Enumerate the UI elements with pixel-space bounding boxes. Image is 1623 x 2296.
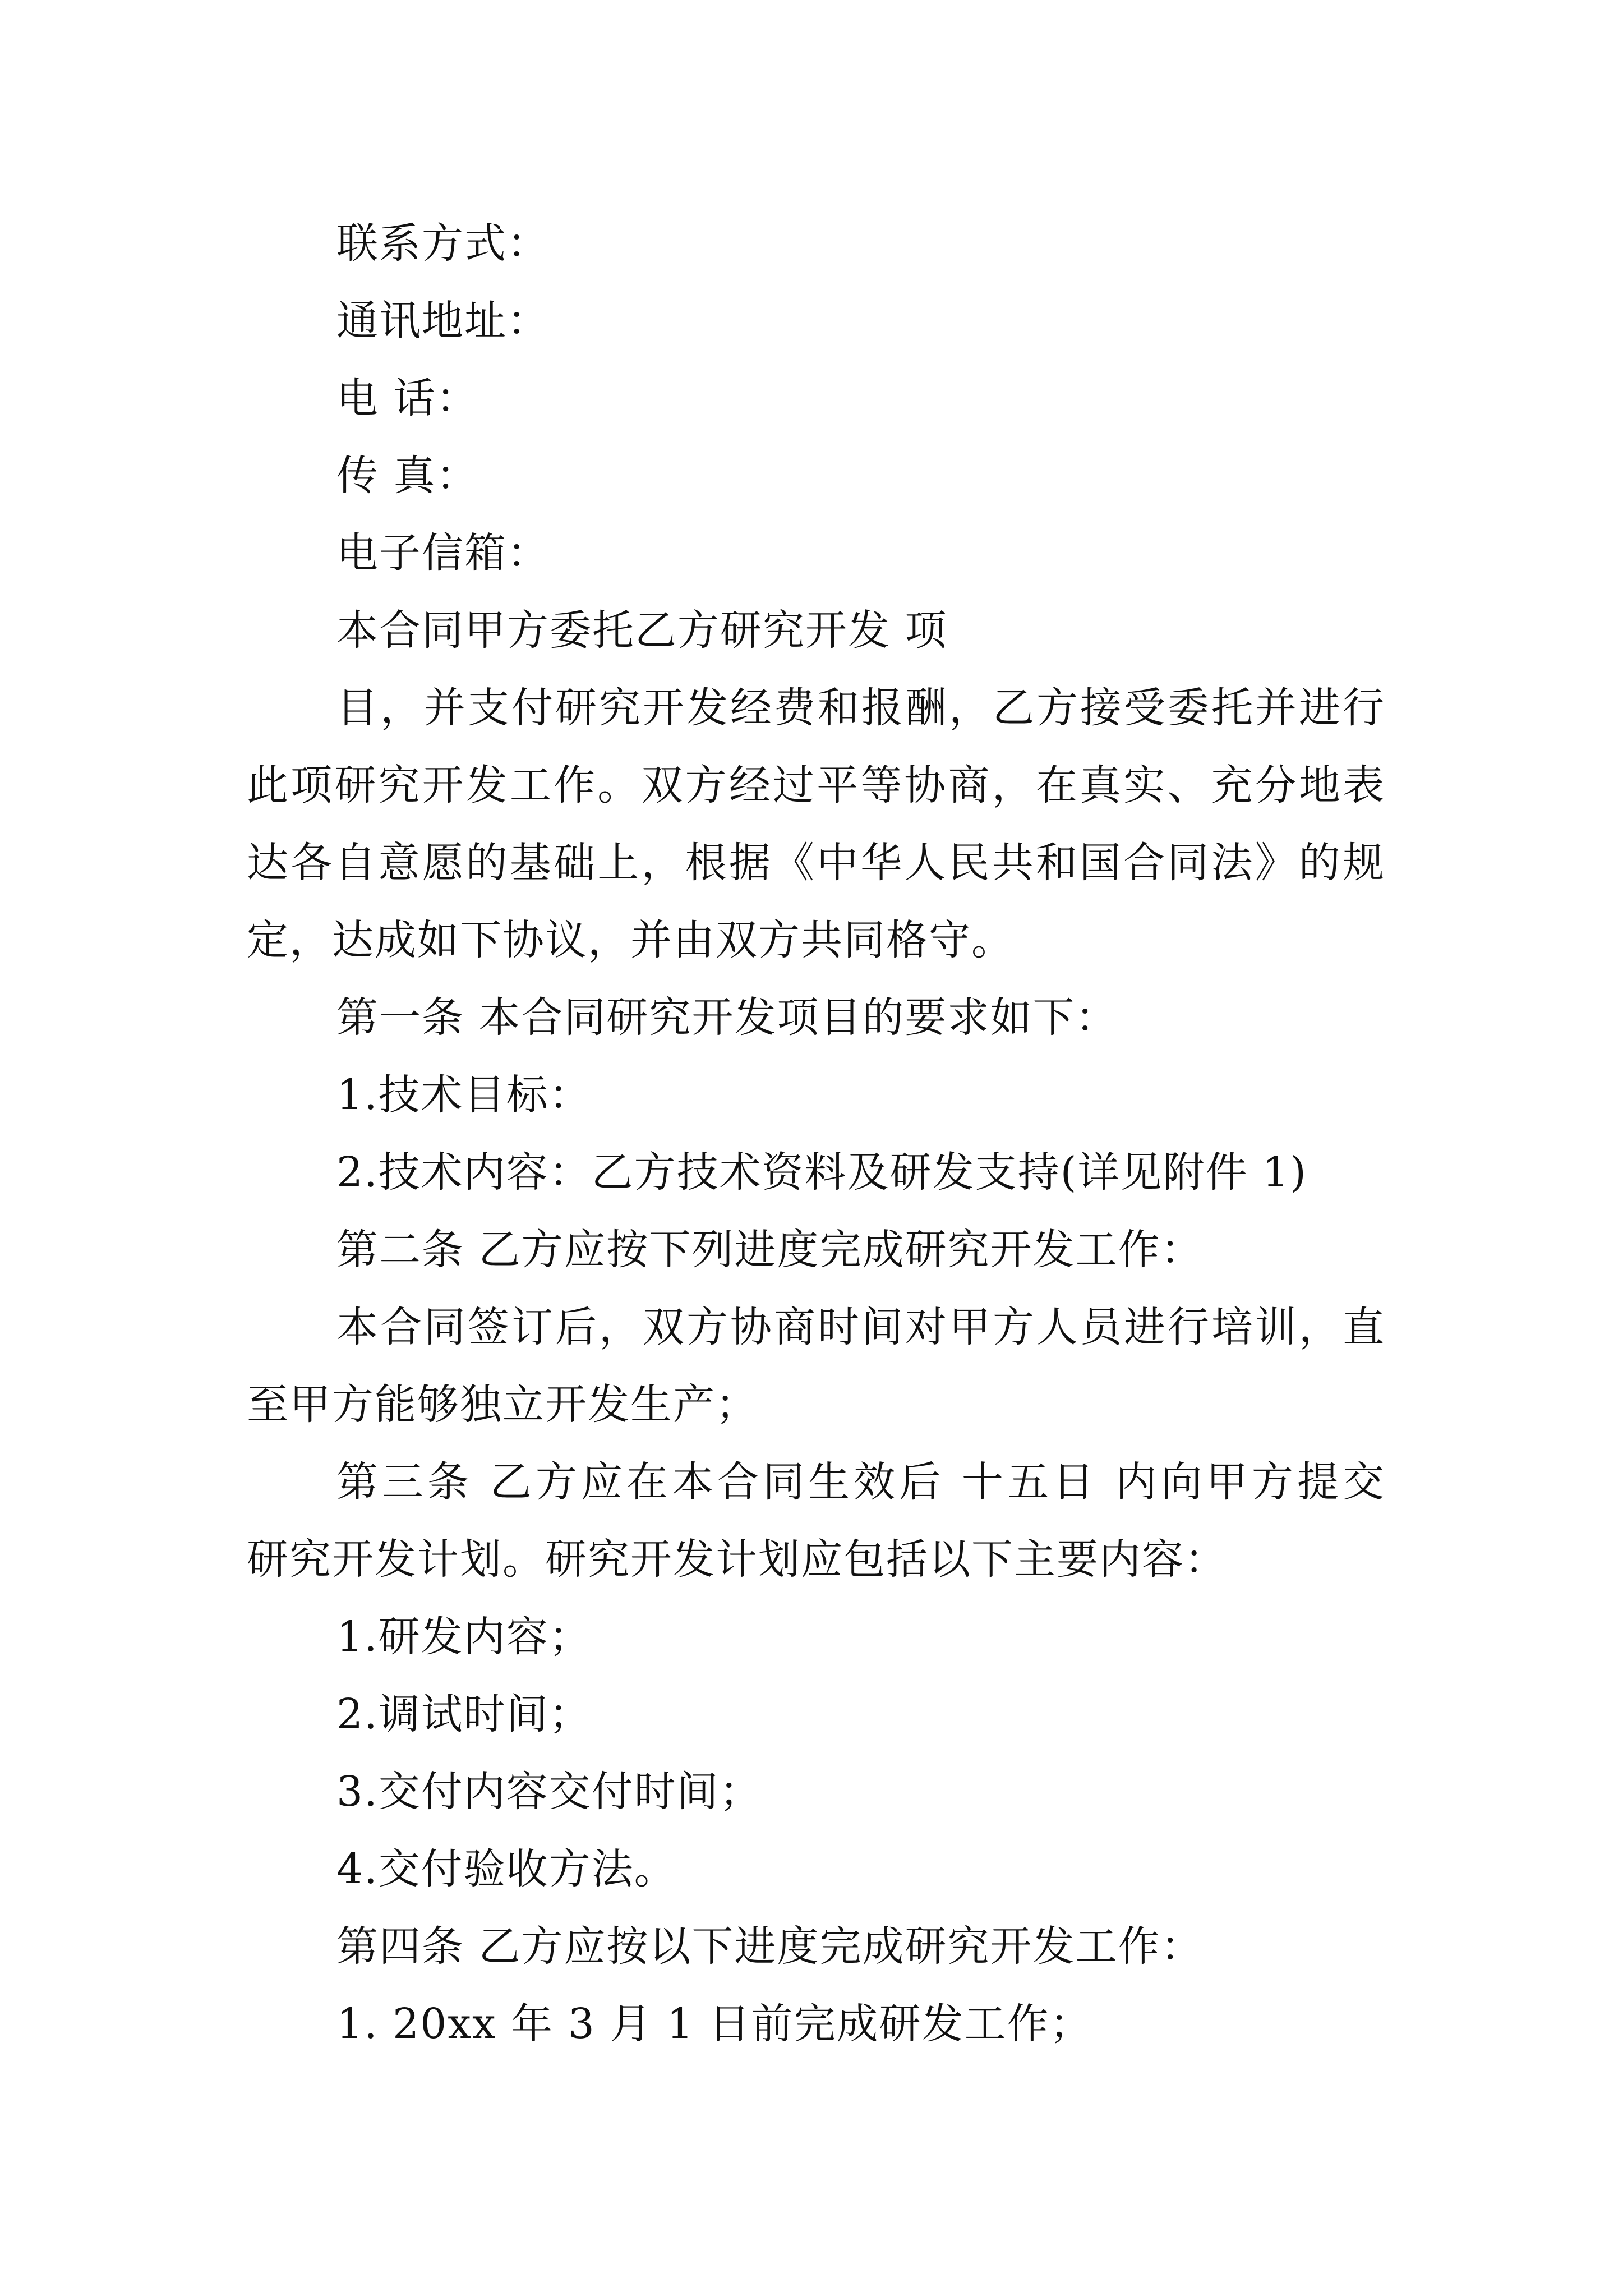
list-item: 2.技术内容：乙方技术资料及研发支持(详见附件 1) xyxy=(336,1148,1307,1197)
list-item: 1.研发内容； xyxy=(336,1613,592,1661)
paragraph-line: 达各自意愿的基础上，根据《中华人民共和国合同法》的规 xyxy=(247,839,1385,887)
paragraph-line: 此项研究开发工作。双方经过平等协商，在真实、充分地表 xyxy=(247,761,1385,809)
article-four-heading: 第四条 乙方应按以下进度完成研究开发工作： xyxy=(336,1922,1204,1971)
paragraph-line: 研究开发计划。研究开发计划应包括以下主要内容： xyxy=(247,1535,1227,1584)
mailing-address-line: 通讯地址： xyxy=(336,297,550,345)
paragraph-line: 定，达成如下协议，并由双方共同格守。 xyxy=(247,916,1014,964)
list-item: 3.交付内容交付时间； xyxy=(336,1768,762,1816)
email-line: 电子信箱： xyxy=(336,529,550,577)
phone-line: 电 话： xyxy=(336,374,479,422)
fax-line: 传 真： xyxy=(336,452,479,500)
contact-method-line: 联系方式： xyxy=(336,219,550,268)
list-item: 1.技术目标： xyxy=(336,1071,592,1119)
article-three-heading: 第三条 乙方应在本合同生效后 十五日 内向甲方提交 xyxy=(336,1458,1385,1506)
article-two-heading: 第二条 乙方应按下列进度完成研究开发工作： xyxy=(336,1226,1204,1274)
paragraph-line: 本合同签订后，双方协商时间对甲方人员进行培训，直 xyxy=(336,1303,1385,1351)
paragraph-line: 本合同甲方委托乙方研究开发 项 xyxy=(336,606,948,655)
list-item: 1. 20xx 年 3 月 1 日前完成研发工作； xyxy=(336,2000,1092,2048)
paragraph-line: 至甲方能够独立开发生产； xyxy=(247,1381,758,1429)
paragraph-line: 目，并支付研究开发经费和报酬，乙方接受委托并进行 xyxy=(336,684,1385,732)
list-item: 4.交付验收方法。 xyxy=(336,1845,677,1893)
list-item: 2.调试时间； xyxy=(336,1690,592,1738)
article-one-heading: 第一条 本合同研究开发项目的要求如下： xyxy=(336,993,1118,1042)
